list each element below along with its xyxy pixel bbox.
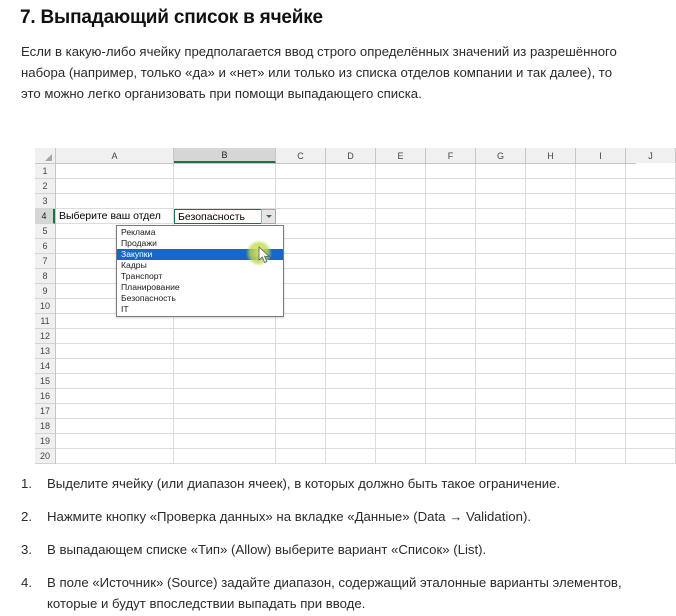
cell-b3[interactable] bbox=[174, 194, 276, 209]
column-header-i[interactable]: I bbox=[576, 148, 626, 163]
cell-i12[interactable] bbox=[576, 329, 626, 344]
dropdown-item-2[interactable]: Продажи bbox=[121, 238, 157, 248]
cell-a19[interactable] bbox=[56, 434, 174, 449]
row-header-11[interactable]: 11 bbox=[35, 314, 55, 329]
cell-j3[interactable] bbox=[626, 194, 676, 209]
grid-row-15 bbox=[56, 374, 676, 389]
cell-d11[interactable] bbox=[326, 314, 376, 329]
cell-f7[interactable] bbox=[426, 254, 476, 269]
cell-j7[interactable] bbox=[626, 254, 676, 269]
cell-i5[interactable] bbox=[576, 224, 626, 239]
cell-f18[interactable] bbox=[426, 419, 476, 434]
cell-f5[interactable] bbox=[426, 224, 476, 239]
cell-f16[interactable] bbox=[426, 389, 476, 404]
row-header-14[interactable]: 14 bbox=[35, 359, 55, 374]
cell-i16[interactable] bbox=[576, 389, 626, 404]
dropdown-item-8[interactable]: IT bbox=[121, 304, 129, 314]
row-header-8[interactable]: 8 bbox=[35, 269, 55, 284]
row-header-10[interactable]: 10 bbox=[35, 299, 55, 314]
active-cell-b4[interactable]: Безопасность bbox=[174, 209, 276, 224]
cell-f13[interactable] bbox=[426, 344, 476, 359]
column-header-d[interactable]: D bbox=[326, 148, 376, 163]
cell-j12[interactable] bbox=[626, 329, 676, 344]
step-item-3 bbox=[21, 539, 629, 560]
cell-h10[interactable] bbox=[526, 299, 576, 314]
dropdown-list-panel[interactable] bbox=[116, 225, 284, 317]
cell-a1[interactable] bbox=[56, 164, 174, 179]
cell-e12[interactable] bbox=[376, 329, 426, 344]
row-header-15[interactable]: 15 bbox=[35, 374, 55, 389]
cell-i8[interactable] bbox=[576, 269, 626, 284]
cell-e5[interactable] bbox=[376, 224, 426, 239]
cell-b2[interactable] bbox=[174, 179, 276, 194]
cell-d20[interactable] bbox=[326, 449, 376, 464]
dropdown-item-5[interactable]: Транспорт bbox=[121, 271, 163, 281]
column-header-h[interactable]: H bbox=[526, 148, 576, 163]
cell-a2[interactable] bbox=[56, 179, 174, 194]
cell-b14[interactable] bbox=[174, 359, 276, 374]
grid-row-14 bbox=[56, 359, 676, 374]
cell-e18[interactable] bbox=[376, 419, 426, 434]
cell-d8[interactable] bbox=[326, 269, 376, 284]
cell-b19[interactable] bbox=[174, 434, 276, 449]
cell-j11[interactable] bbox=[626, 314, 676, 329]
cell-h7[interactable] bbox=[526, 254, 576, 269]
cell-j6[interactable] bbox=[626, 239, 676, 254]
cell-i2[interactable] bbox=[576, 179, 626, 194]
cell-g18[interactable] bbox=[476, 419, 526, 434]
cell-b13[interactable] bbox=[174, 344, 276, 359]
cell-f14[interactable] bbox=[426, 359, 476, 374]
cell-g20[interactable] bbox=[476, 449, 526, 464]
cell-i10[interactable] bbox=[576, 299, 626, 314]
cell-c2[interactable] bbox=[276, 179, 326, 194]
column-header-b[interactable]: B bbox=[174, 148, 276, 163]
cell-j13[interactable] bbox=[626, 344, 676, 359]
spreadsheet-screenshot bbox=[35, 148, 653, 461]
cell-c1[interactable] bbox=[276, 164, 326, 179]
cell-i4[interactable] bbox=[576, 209, 626, 224]
cell-e7[interactable] bbox=[376, 254, 426, 269]
cell-j14[interactable] bbox=[626, 359, 676, 374]
cell-e10[interactable] bbox=[376, 299, 426, 314]
cell-a13[interactable] bbox=[56, 344, 174, 359]
cell-i7[interactable] bbox=[576, 254, 626, 269]
cell-j4[interactable] bbox=[626, 209, 676, 224]
grid-row-3 bbox=[56, 194, 676, 209]
cell-c17[interactable] bbox=[276, 404, 326, 419]
cell-g16[interactable] bbox=[476, 389, 526, 404]
cell-f2[interactable] bbox=[426, 179, 476, 194]
cell-grid[interactable] bbox=[56, 164, 676, 464]
cell-d3[interactable] bbox=[326, 194, 376, 209]
cell-d13[interactable] bbox=[326, 344, 376, 359]
cell-c4[interactable] bbox=[276, 209, 326, 224]
column-header-f[interactable]: F bbox=[426, 148, 476, 163]
step-item-2 bbox=[21, 506, 629, 527]
cell-g12[interactable] bbox=[476, 329, 526, 344]
cell-h17[interactable] bbox=[526, 404, 576, 419]
cell-c19[interactable] bbox=[276, 434, 326, 449]
cell-h4[interactable] bbox=[526, 209, 576, 224]
cell-j20[interactable] bbox=[626, 449, 676, 464]
cell-j8[interactable] bbox=[626, 269, 676, 284]
cell-e6[interactable] bbox=[376, 239, 426, 254]
cell-e2[interactable] bbox=[376, 179, 426, 194]
dropdown-item-1[interactable]: Реклама bbox=[121, 227, 156, 237]
cell-j1[interactable] bbox=[626, 164, 676, 179]
cell-b20[interactable] bbox=[174, 449, 276, 464]
cell-c20[interactable] bbox=[276, 449, 326, 464]
cell-h6[interactable] bbox=[526, 239, 576, 254]
cell-c13[interactable] bbox=[276, 344, 326, 359]
cell-e16[interactable] bbox=[376, 389, 426, 404]
page-title: 7. Выпадающий список в ячейке bbox=[20, 7, 323, 28]
cell-i1[interactable] bbox=[576, 164, 626, 179]
cell-d14[interactable] bbox=[326, 359, 376, 374]
cell-g1[interactable] bbox=[476, 164, 526, 179]
cell-b12[interactable] bbox=[174, 329, 276, 344]
row-header-9[interactable]: 9 bbox=[35, 284, 55, 299]
dropdown-item-6[interactable]: Планирование bbox=[121, 282, 180, 292]
dropdown-item-4[interactable]: Кадры bbox=[121, 260, 147, 270]
cell-e19[interactable] bbox=[376, 434, 426, 449]
cell-h1[interactable] bbox=[526, 164, 576, 179]
cell-i20[interactable] bbox=[576, 449, 626, 464]
cell-j5[interactable] bbox=[626, 224, 676, 239]
cell-a17[interactable] bbox=[56, 404, 174, 419]
cell-i9[interactable] bbox=[576, 284, 626, 299]
cell-e11[interactable] bbox=[376, 314, 426, 329]
step-text-2: Нажмите кнопку «Проверка данных» на вкладке «Данные» (Data → Validation). bbox=[47, 509, 532, 524]
column-header-g[interactable]: G bbox=[476, 148, 526, 163]
row-header-2[interactable]: 2 bbox=[35, 179, 55, 194]
cell-f15[interactable] bbox=[426, 374, 476, 389]
cell-c18[interactable] bbox=[276, 419, 326, 434]
cell-b1[interactable] bbox=[174, 164, 276, 179]
grid-row-19 bbox=[56, 434, 676, 449]
cell-g2[interactable] bbox=[476, 179, 526, 194]
cell-g9[interactable] bbox=[476, 284, 526, 299]
cell-g6[interactable] bbox=[476, 239, 526, 254]
dropdown-toggle-button[interactable] bbox=[261, 209, 276, 224]
cell-i13[interactable] bbox=[576, 344, 626, 359]
cell-h19[interactable] bbox=[526, 434, 576, 449]
cell-d18[interactable] bbox=[326, 419, 376, 434]
cell-h16[interactable] bbox=[526, 389, 576, 404]
dropdown-item-3[interactable]: Закупки bbox=[117, 249, 283, 260]
chevron-down-icon bbox=[266, 215, 272, 218]
row-header-19[interactable]: 19 bbox=[35, 434, 55, 449]
cell-j16[interactable] bbox=[626, 389, 676, 404]
cell-e17[interactable] bbox=[376, 404, 426, 419]
cell-h15[interactable] bbox=[526, 374, 576, 389]
cell-g17[interactable] bbox=[476, 404, 526, 419]
cell-e3[interactable] bbox=[376, 194, 426, 209]
cell-f9[interactable] bbox=[426, 284, 476, 299]
cell-f20[interactable] bbox=[426, 449, 476, 464]
grid-row-1 bbox=[56, 164, 676, 179]
cell-h2[interactable] bbox=[526, 179, 576, 194]
column-header-a[interactable]: A bbox=[56, 148, 174, 163]
cell-j19[interactable] bbox=[626, 434, 676, 449]
row-header-4[interactable]: 4 bbox=[35, 209, 55, 224]
cell-e15[interactable] bbox=[376, 374, 426, 389]
cell-j17[interactable] bbox=[626, 404, 676, 419]
row-header-column bbox=[35, 164, 56, 464]
cell-f17[interactable] bbox=[426, 404, 476, 419]
grid-row-16 bbox=[56, 389, 676, 404]
grid-row-17 bbox=[56, 404, 676, 419]
cell-d9[interactable] bbox=[326, 284, 376, 299]
cell-i18[interactable] bbox=[576, 419, 626, 434]
step-text-4: В поле «Источник» (Source) задайте диапазон, содержащий эталонные варианты элементов, которые и будут впоследствии выпадать при вводе. bbox=[47, 575, 622, 611]
row-header-12[interactable]: 12 bbox=[35, 329, 55, 344]
cell-i11[interactable] bbox=[576, 314, 626, 329]
row-header-17[interactable]: 17 bbox=[35, 404, 55, 419]
cell-c16[interactable] bbox=[276, 389, 326, 404]
cell-e14[interactable] bbox=[376, 359, 426, 374]
row-header-18[interactable]: 18 bbox=[35, 419, 55, 434]
cell-a18[interactable] bbox=[56, 419, 174, 434]
row-header-20[interactable]: 20 bbox=[35, 449, 55, 464]
cell-i19[interactable] bbox=[576, 434, 626, 449]
cell-g5[interactable] bbox=[476, 224, 526, 239]
cell-g13[interactable] bbox=[476, 344, 526, 359]
cell-f19[interactable] bbox=[426, 434, 476, 449]
cell-e13[interactable] bbox=[376, 344, 426, 359]
cell-j15[interactable] bbox=[626, 374, 676, 389]
cell-d12[interactable] bbox=[326, 329, 376, 344]
cell-b18[interactable] bbox=[174, 419, 276, 434]
cell-g8[interactable] bbox=[476, 269, 526, 284]
cell-f12[interactable] bbox=[426, 329, 476, 344]
cell-i15[interactable] bbox=[576, 374, 626, 389]
cell-g3[interactable] bbox=[476, 194, 526, 209]
cell-d17[interactable] bbox=[326, 404, 376, 419]
grid-row-18 bbox=[56, 419, 676, 434]
cell-c15[interactable] bbox=[276, 374, 326, 389]
cell-f8[interactable] bbox=[426, 269, 476, 284]
cell-f1[interactable] bbox=[426, 164, 476, 179]
cell-c14[interactable] bbox=[276, 359, 326, 374]
cell-h5[interactable] bbox=[526, 224, 576, 239]
cell-d7[interactable] bbox=[326, 254, 376, 269]
cell-e1[interactable] bbox=[376, 164, 426, 179]
step-item-1 bbox=[21, 473, 629, 494]
cell-h20[interactable] bbox=[526, 449, 576, 464]
cell-h9[interactable] bbox=[526, 284, 576, 299]
cell-a15[interactable] bbox=[56, 374, 174, 389]
cell-d4[interactable] bbox=[326, 209, 376, 224]
cell-e8[interactable] bbox=[376, 269, 426, 284]
cell-a4[interactable]: Выберите ваш отдел bbox=[56, 209, 174, 224]
cell-b15[interactable] bbox=[174, 374, 276, 389]
cell-b17[interactable] bbox=[174, 404, 276, 419]
cell-i17[interactable] bbox=[576, 404, 626, 419]
cell-a3[interactable] bbox=[56, 194, 174, 209]
cell-g11[interactable] bbox=[476, 314, 526, 329]
column-header-c[interactable]: C bbox=[276, 148, 326, 163]
cell-d1[interactable] bbox=[326, 164, 376, 179]
cell-d5[interactable] bbox=[326, 224, 376, 239]
row-header-13[interactable]: 13 bbox=[35, 344, 55, 359]
grid-row-12 bbox=[56, 329, 676, 344]
cell-a12[interactable] bbox=[56, 329, 174, 344]
cell-h12[interactable] bbox=[526, 329, 576, 344]
cell-j2[interactable] bbox=[626, 179, 676, 194]
step-number-1: 1. bbox=[21, 476, 32, 491]
cell-d16[interactable] bbox=[326, 389, 376, 404]
cell-f11[interactable] bbox=[426, 314, 476, 329]
step-number-3: 3. bbox=[21, 542, 32, 557]
step-number-4: 4. bbox=[21, 575, 32, 590]
cell-a14[interactable] bbox=[56, 359, 174, 374]
row-header-5[interactable]: 5 bbox=[35, 224, 55, 239]
cell-f6[interactable] bbox=[426, 239, 476, 254]
steps-list bbox=[21, 473, 629, 614]
cell-d2[interactable] bbox=[326, 179, 376, 194]
cell-i3[interactable] bbox=[576, 194, 626, 209]
cell-d19[interactable] bbox=[326, 434, 376, 449]
cell-h8[interactable] bbox=[526, 269, 576, 284]
row-header-6[interactable]: 6 bbox=[35, 239, 55, 254]
step-number-2: 2. bbox=[21, 509, 32, 524]
column-header-j[interactable]: J bbox=[626, 148, 676, 163]
cell-j18[interactable] bbox=[626, 419, 676, 434]
cell-c3[interactable] bbox=[276, 194, 326, 209]
row-header-16[interactable]: 16 bbox=[35, 389, 55, 404]
row-header-3[interactable]: 3 bbox=[35, 194, 55, 209]
cell-f3[interactable] bbox=[426, 194, 476, 209]
step-item-4 bbox=[21, 572, 629, 614]
cell-f10[interactable] bbox=[426, 299, 476, 314]
cell-d6[interactable] bbox=[326, 239, 376, 254]
cell-h3[interactable] bbox=[526, 194, 576, 209]
cell-h13[interactable] bbox=[526, 344, 576, 359]
cell-e9[interactable] bbox=[376, 284, 426, 299]
cell-a20[interactable] bbox=[56, 449, 174, 464]
column-header-e[interactable]: E bbox=[376, 148, 426, 163]
cell-e4[interactable] bbox=[376, 209, 426, 224]
grid-row-20 bbox=[56, 449, 676, 464]
row-header-1[interactable]: 1 bbox=[35, 164, 55, 179]
select-all-corner[interactable] bbox=[35, 148, 56, 163]
row-header-7[interactable]: 7 bbox=[35, 254, 55, 269]
cell-c12[interactable] bbox=[276, 329, 326, 344]
cell-i14[interactable] bbox=[576, 359, 626, 374]
cell-j9[interactable] bbox=[626, 284, 676, 299]
cell-g10[interactable] bbox=[476, 299, 526, 314]
cell-g14[interactable] bbox=[476, 359, 526, 374]
cell-g4[interactable] bbox=[476, 209, 526, 224]
cell-g15[interactable] bbox=[476, 374, 526, 389]
cell-g19[interactable] bbox=[476, 434, 526, 449]
grid-row-13 bbox=[56, 344, 676, 359]
cell-i6[interactable] bbox=[576, 239, 626, 254]
cell-b16[interactable] bbox=[174, 389, 276, 404]
intro-paragraph: Если в какую-либо ячейку предполагается ввод строго определённых значений из разрешённого набора (например, только «да» и «нет» или только из списка отделов компании и так далее), то это можно легко организовать при помощи выпадающего списка. bbox=[21, 44, 617, 101]
cell-j10[interactable] bbox=[626, 299, 676, 314]
dropdown-item-7[interactable]: Безопасность bbox=[121, 293, 176, 303]
cell-h14[interactable] bbox=[526, 359, 576, 374]
column-header-row bbox=[35, 148, 653, 164]
cell-a16[interactable] bbox=[56, 389, 174, 404]
cell-g7[interactable] bbox=[476, 254, 526, 269]
step-text-1: Выделите ячейку (или диапазон ячеек), в которых должно быть такое ограничение. bbox=[47, 476, 561, 491]
cell-d10[interactable] bbox=[326, 299, 376, 314]
cell-h11[interactable] bbox=[526, 314, 576, 329]
sheet-body bbox=[35, 164, 636, 464]
cell-h18[interactable] bbox=[526, 419, 576, 434]
grid-row-2 bbox=[56, 179, 676, 194]
cell-e20[interactable] bbox=[376, 449, 426, 464]
cell-f4[interactable] bbox=[426, 209, 476, 224]
step-text-3: В выпадающем списке «Тип» (Allow) выберите вариант «Список» (List). bbox=[47, 542, 487, 557]
cell-d15[interactable] bbox=[326, 374, 376, 389]
